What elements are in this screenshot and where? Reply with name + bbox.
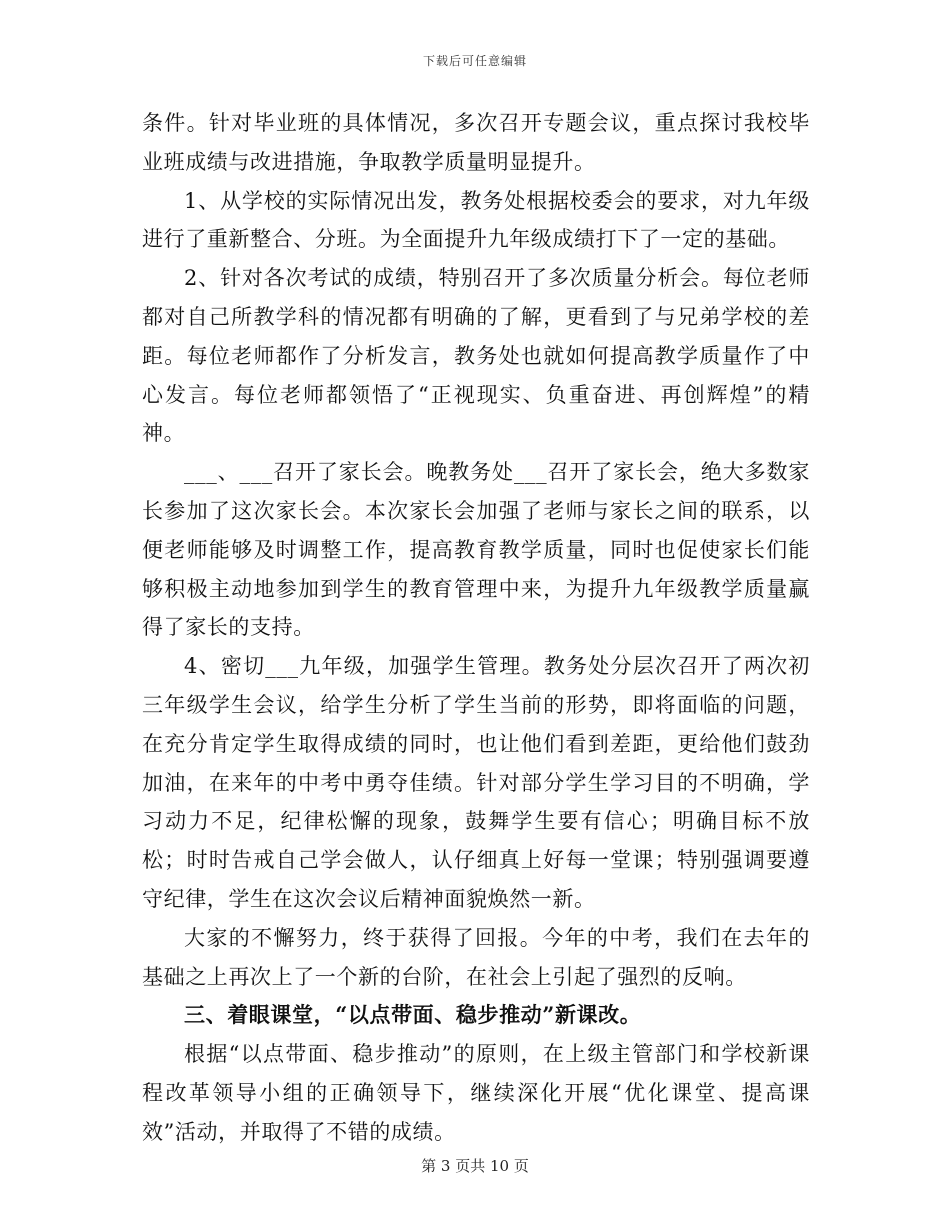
paragraph-item-1: 1、从学校的实际情况出发，教务处根据校委会的要求，对九年级进行了重新整合、分班。为全面提升九年级成绩打下了一定的基础。 [142, 188, 810, 252]
page-header: 下载后可任意编辑 [422, 54, 527, 68]
paragraph-result: 大家的不懈努力，终于获得了回报。今年的中考，我们在去年的基础之上再次上了一个新的台阶，在社会上引起了强烈的反响。 [142, 925, 810, 989]
paragraph-section-intro: 根据“以点带面、稳步推动”的原则，在上级主管部门和学校新课程改革领导小组的正确领导下，继续深化开展“优化课堂、提高课效”活动，并取得了不错的成绩。 [142, 1042, 810, 1144]
paragraph-item-4: 4、密切___九年级，加强学生管理。教务处分层次召开了两次初三年级学生会议，给学生分析了学生当前的形势，即将面临的问题，在充分肯定学生取得成绩的同时，也让他们看到差距，更给他们鼓劲加油，在来年的中考中勇夺佳绩。针对部分学生学习目的不明确，学习动力不足，纪律松懈的现象，鼓舞学生要有信心；明确目标不放松；时时告戒自己学会做人，认仔细真上好每一堂课；特别强调要遵守纪律，学生在这次会议后精神面貌焕然一新。 [142, 654, 810, 911]
paragraph-item-2: 2、针对各次考试的成绩，特别召开了多次质量分析会。每位老师都对自己所教学科的情况都有明确的了解，更看到了与兄弟学校的差距。每位老师都作了分析发言，教务处也就如何提高教学质量作了中心发言。每位老师都领悟了“正视现实、负重奋进、再创辉煌”的精神。 [142, 266, 810, 446]
document-body [142, 104, 810, 1152]
page-number: 第 3 页共 10 页 [421, 1157, 529, 1175]
paragraph-continuation: 条件。针对毕业班的具体情况，多次召开专题会议，重点探讨我校毕业班成绩与改进措施，争取教学质量明显提升。 [142, 111, 810, 174]
section-heading: 三、着眼课堂，“以点带面、稳步推动”新课改。 [184, 1002, 642, 1028]
paragraph-item-3: ___、___召开了家长会。晚教务处___召开了家长会，绝大多数家长参加了这次家长会。本次家长会加强了老师与家长之间的联系，以便老师能够及时调整工作，提高教育教学质量，同时也促使家长们能够积极主动地参加到学生的教育管理中来，为提升九年级教学质量赢得了家长的支持。 [142, 460, 810, 640]
